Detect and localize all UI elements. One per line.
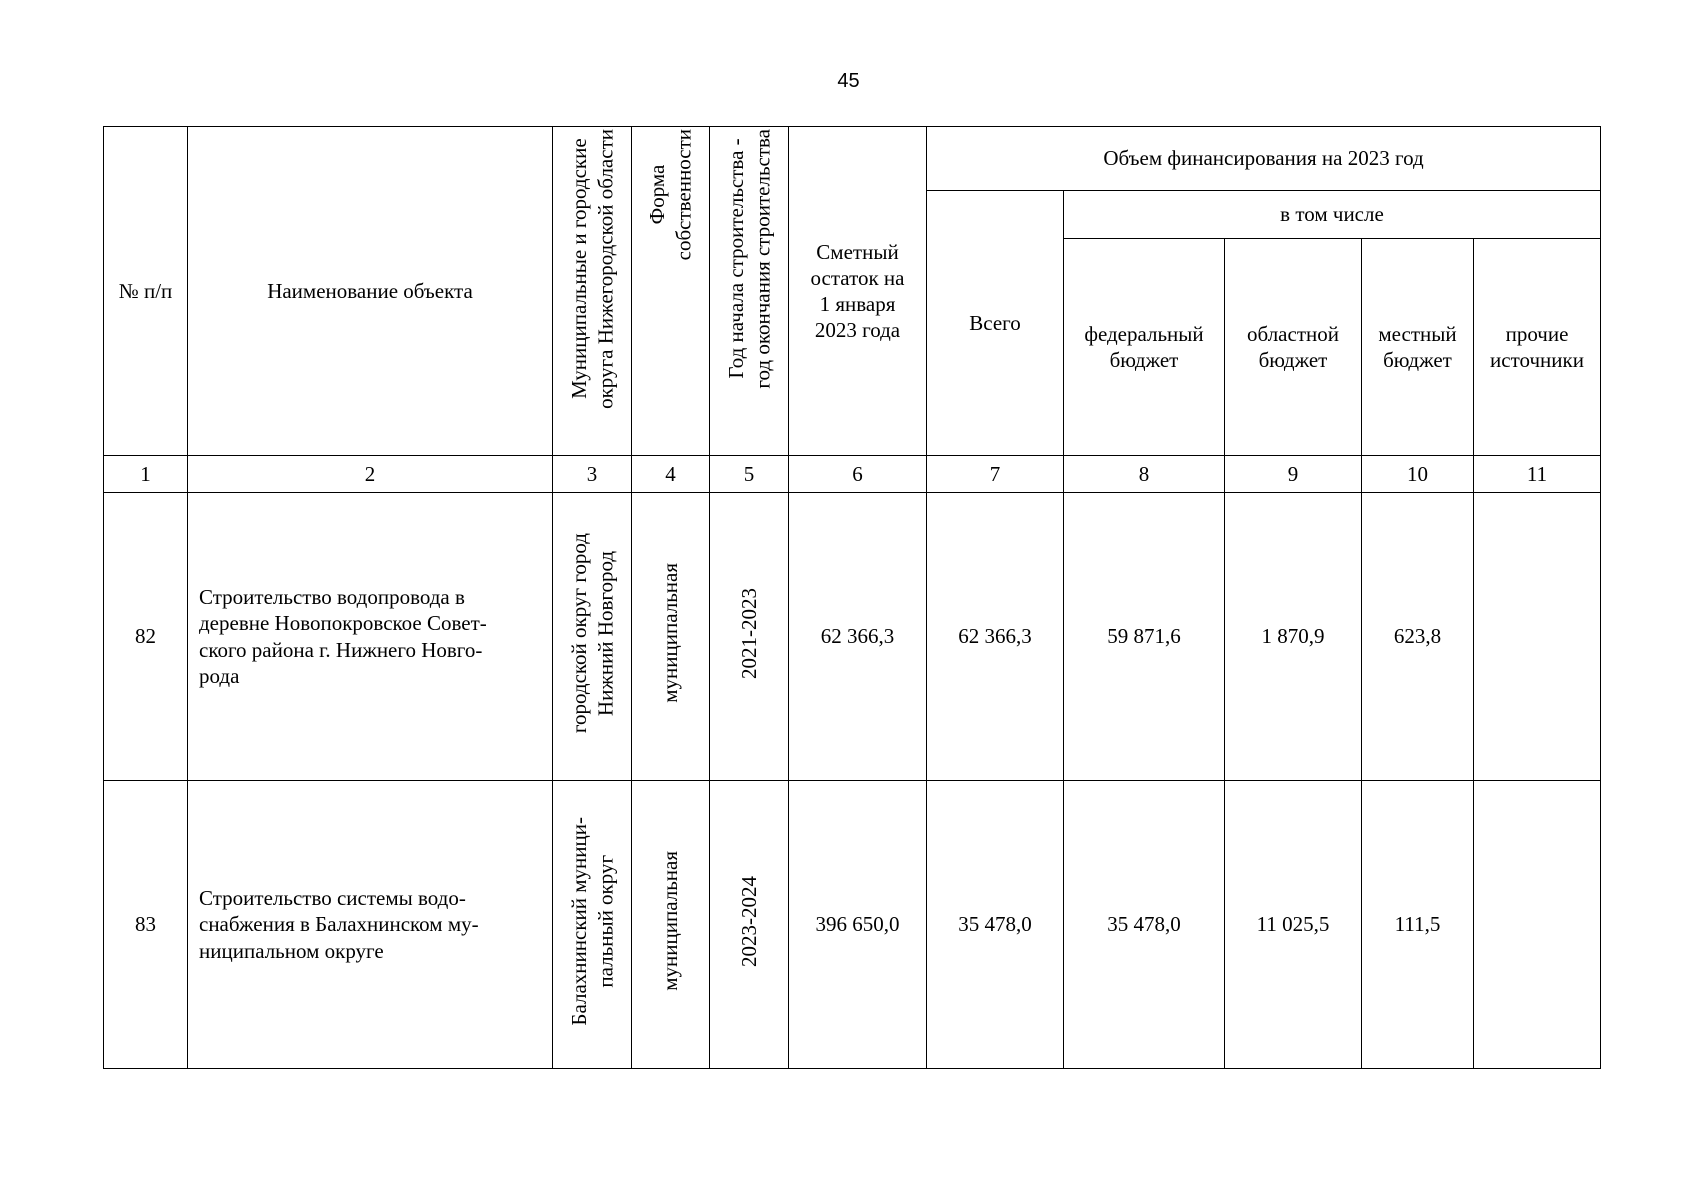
column-number: 11 — [1474, 456, 1601, 493]
header-regional: областной бюджет — [1225, 239, 1362, 456]
row-total: 62 366,3 — [927, 493, 1064, 781]
row-remainder: 396 650,0 — [789, 781, 927, 1069]
row-num: 83 — [104, 781, 188, 1069]
row-municipality: Балахнинский муници- пальный округ — [553, 781, 632, 1069]
row-municipality: городской округ город Нижний Новгород — [553, 493, 632, 781]
column-number: 7 — [927, 456, 1064, 493]
header-municipality: Муниципальные и городские округа Нижегородской области — [553, 127, 632, 456]
header-local: местный бюджет — [1362, 239, 1474, 456]
column-number: 8 — [1064, 456, 1225, 493]
table-row — [104, 493, 1601, 781]
row-ownership: муниципальная — [632, 781, 710, 1069]
header-years: Год начала строительства - год окончания строительства — [710, 127, 789, 456]
column-number: 4 — [632, 456, 710, 493]
column-number: 5 — [710, 456, 789, 493]
column-number: 10 — [1362, 456, 1474, 493]
header-other: прочие источники — [1474, 239, 1601, 456]
row-object-name: Строительство водопровода в деревне Новопокровское Совет- ского района г. Нижнего Новго- рода — [188, 493, 553, 781]
header-name: Наименование объекта — [188, 127, 553, 456]
financing-table — [103, 126, 1601, 1069]
row-federal: 59 871,6 — [1064, 493, 1225, 781]
row-total: 35 478,0 — [927, 781, 1064, 1069]
page-number: 45 — [837, 70, 860, 92]
header-total: Всего — [927, 191, 1064, 456]
column-number: 1 — [104, 456, 188, 493]
column-number: 3 — [553, 456, 632, 493]
table-row — [104, 781, 1601, 1069]
header-num: № п/п — [104, 127, 188, 456]
header-federal: федеральный бюджет — [1064, 239, 1225, 456]
row-regional: 1 870,9 — [1225, 493, 1362, 781]
row-local: 623,8 — [1362, 493, 1474, 781]
header-remainder: Сметный остаток на 1 января 2023 года — [789, 127, 927, 456]
row-remainder: 62 366,3 — [789, 493, 927, 781]
row-ownership: муниципальная — [632, 493, 710, 781]
header-including: в том числе — [1064, 191, 1601, 239]
column-number: 9 — [1225, 456, 1362, 493]
row-num: 82 — [104, 493, 188, 781]
row-regional: 11 025,5 — [1225, 781, 1362, 1069]
header-ownership: Форма собственности — [632, 127, 710, 456]
row-other — [1474, 493, 1601, 781]
header-row-1 — [104, 127, 1601, 191]
column-number: 2 — [188, 456, 553, 493]
column-number-row — [104, 456, 1601, 493]
row-local: 111,5 — [1362, 781, 1474, 1069]
row-object-name: Строительство системы водо- снабжения в Балахнинском му- ниципальном округе — [188, 781, 553, 1069]
column-number: 6 — [789, 456, 927, 493]
row-years: 2023-2024 — [710, 781, 789, 1069]
row-years: 2021-2023 — [710, 493, 789, 781]
header-financing: Объем финансирования на 2023 год — [927, 127, 1601, 191]
row-federal: 35 478,0 — [1064, 781, 1225, 1069]
row-other — [1474, 781, 1601, 1069]
